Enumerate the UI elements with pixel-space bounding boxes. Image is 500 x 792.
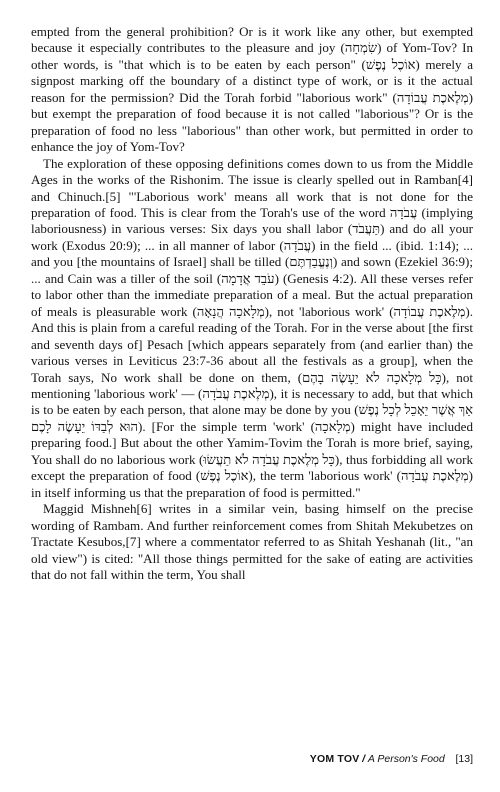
paragraph-2: The exploration of these opposing definitions comes down to us from the Middle Ages in the works of the Rishonim. The issue is clearly spelled out in Ramban[4] and Chinuch.[5] "'Laborious work' means all work that is not done for the preparation of food. This is clear from the Torah's use of the word עֲבֹדָה (implying laboriousness) in various verses: Six days you shall labor (תַּעֲבֹד) and do all your work (Exodus 20:9); ... in all manner of labor (עֲבֹדָה) in the field ... (ibid. 1:14); ... and you [the mountains of Israel] shall be tilled (וְנֶעֱבַדְתֶּם) and sown (Ezekiel 36:9); ... and Cain was a tiller of the soil (עֹבֵד אֲדָמָה) (Genesis 4:2). All these verses refer to labor other than the immediate preparation of a meal. But the actual preparation of meals is pleasurable work (מְלָאכָה הֲנָאָה), not 'laborious work' (מְלֶאכֶת עֲבוֹדָה). And this is plain from a careful reading of the Torah. For in the verse about [the first and seventh days of] Pesach [which appears separately from (and earlier than) the various verses in Leviticus 23:7-36 about all the festivals as a group], when the Torah says, No work shall be done on them, (כָּל מְלָאכָה לֹא יֵעָשֶׂה בָהֶם), not mentioning 'laborious work' — (מְלֶאכֶת עֲבֹדָה), it is necessary to add, but that which is to be eaten by each person, that alone may be done by you (אַךְ אֲשֶׁר יֵאָכֵל לְכָל נֶפֶשׁ הוּא לְבַדּוֹ יֵעָשֶׂה לָכֶם). [For the simple term 'work' (מְלָאכָה) might have included preparing food.] But about the other Yamim-Tovim the Torah is more brief, saying, You shall do no laborious work (כָּל מְלֶאכֶת עֲבֹדָה לֹא תַעֲשׂוּ), thus forbidding all work except the preparation of food (אוֹכֶל נֶפֶשׁ), the term 'laborious work' (מְלֶאכֶת עֲבֹדָה) in itself informing us that the preparation of food is permitted.": [31, 155, 474, 500]
running-head-separator: /: [362, 753, 366, 765]
body-text: [31, 24, 473, 583]
running-head: YOM TOV: [309, 753, 360, 765]
book-title: A Person's Food: [367, 753, 445, 765]
page-footer: [31, 752, 473, 766]
page-number: [13]: [455, 753, 473, 765]
paragraph-3: Maggid Mishneh[6] writes in a similar vein, basing himself on the precise wording of Rambam. And further reinforcement comes from Shitah Mekubetzes on Tractate Kesubos,[7] where a commentator referred to as Shitah Yeshanah (lit., "an old view") is cited: "All those things permitted for the sake of eating are activities that do not fall within the term, You shall: [31, 501, 473, 582]
paragraph-1: empted from the general prohibition? Or is it work like any other, but exempted because it especially contributes to the pleasure and joy (שִׂמְחָה) of Yom-Tov? In other words, is "that which is to be eaten by each person" (אוֹכֶל נֶפֶשׁ) merely a signpost marking off the boundary of a distinct type of work, or is it the actual reason for the permission? Did the Torah forbid "laborious work" (מְלֶאכֶת עֲבוֹדָה) but exempt the preparation of food because it is not called "laborious"? Or is the preparation of food no less "laborious" than other work, but permitted in order to enhance the joy of Yom-Tov?: [31, 24, 473, 155]
